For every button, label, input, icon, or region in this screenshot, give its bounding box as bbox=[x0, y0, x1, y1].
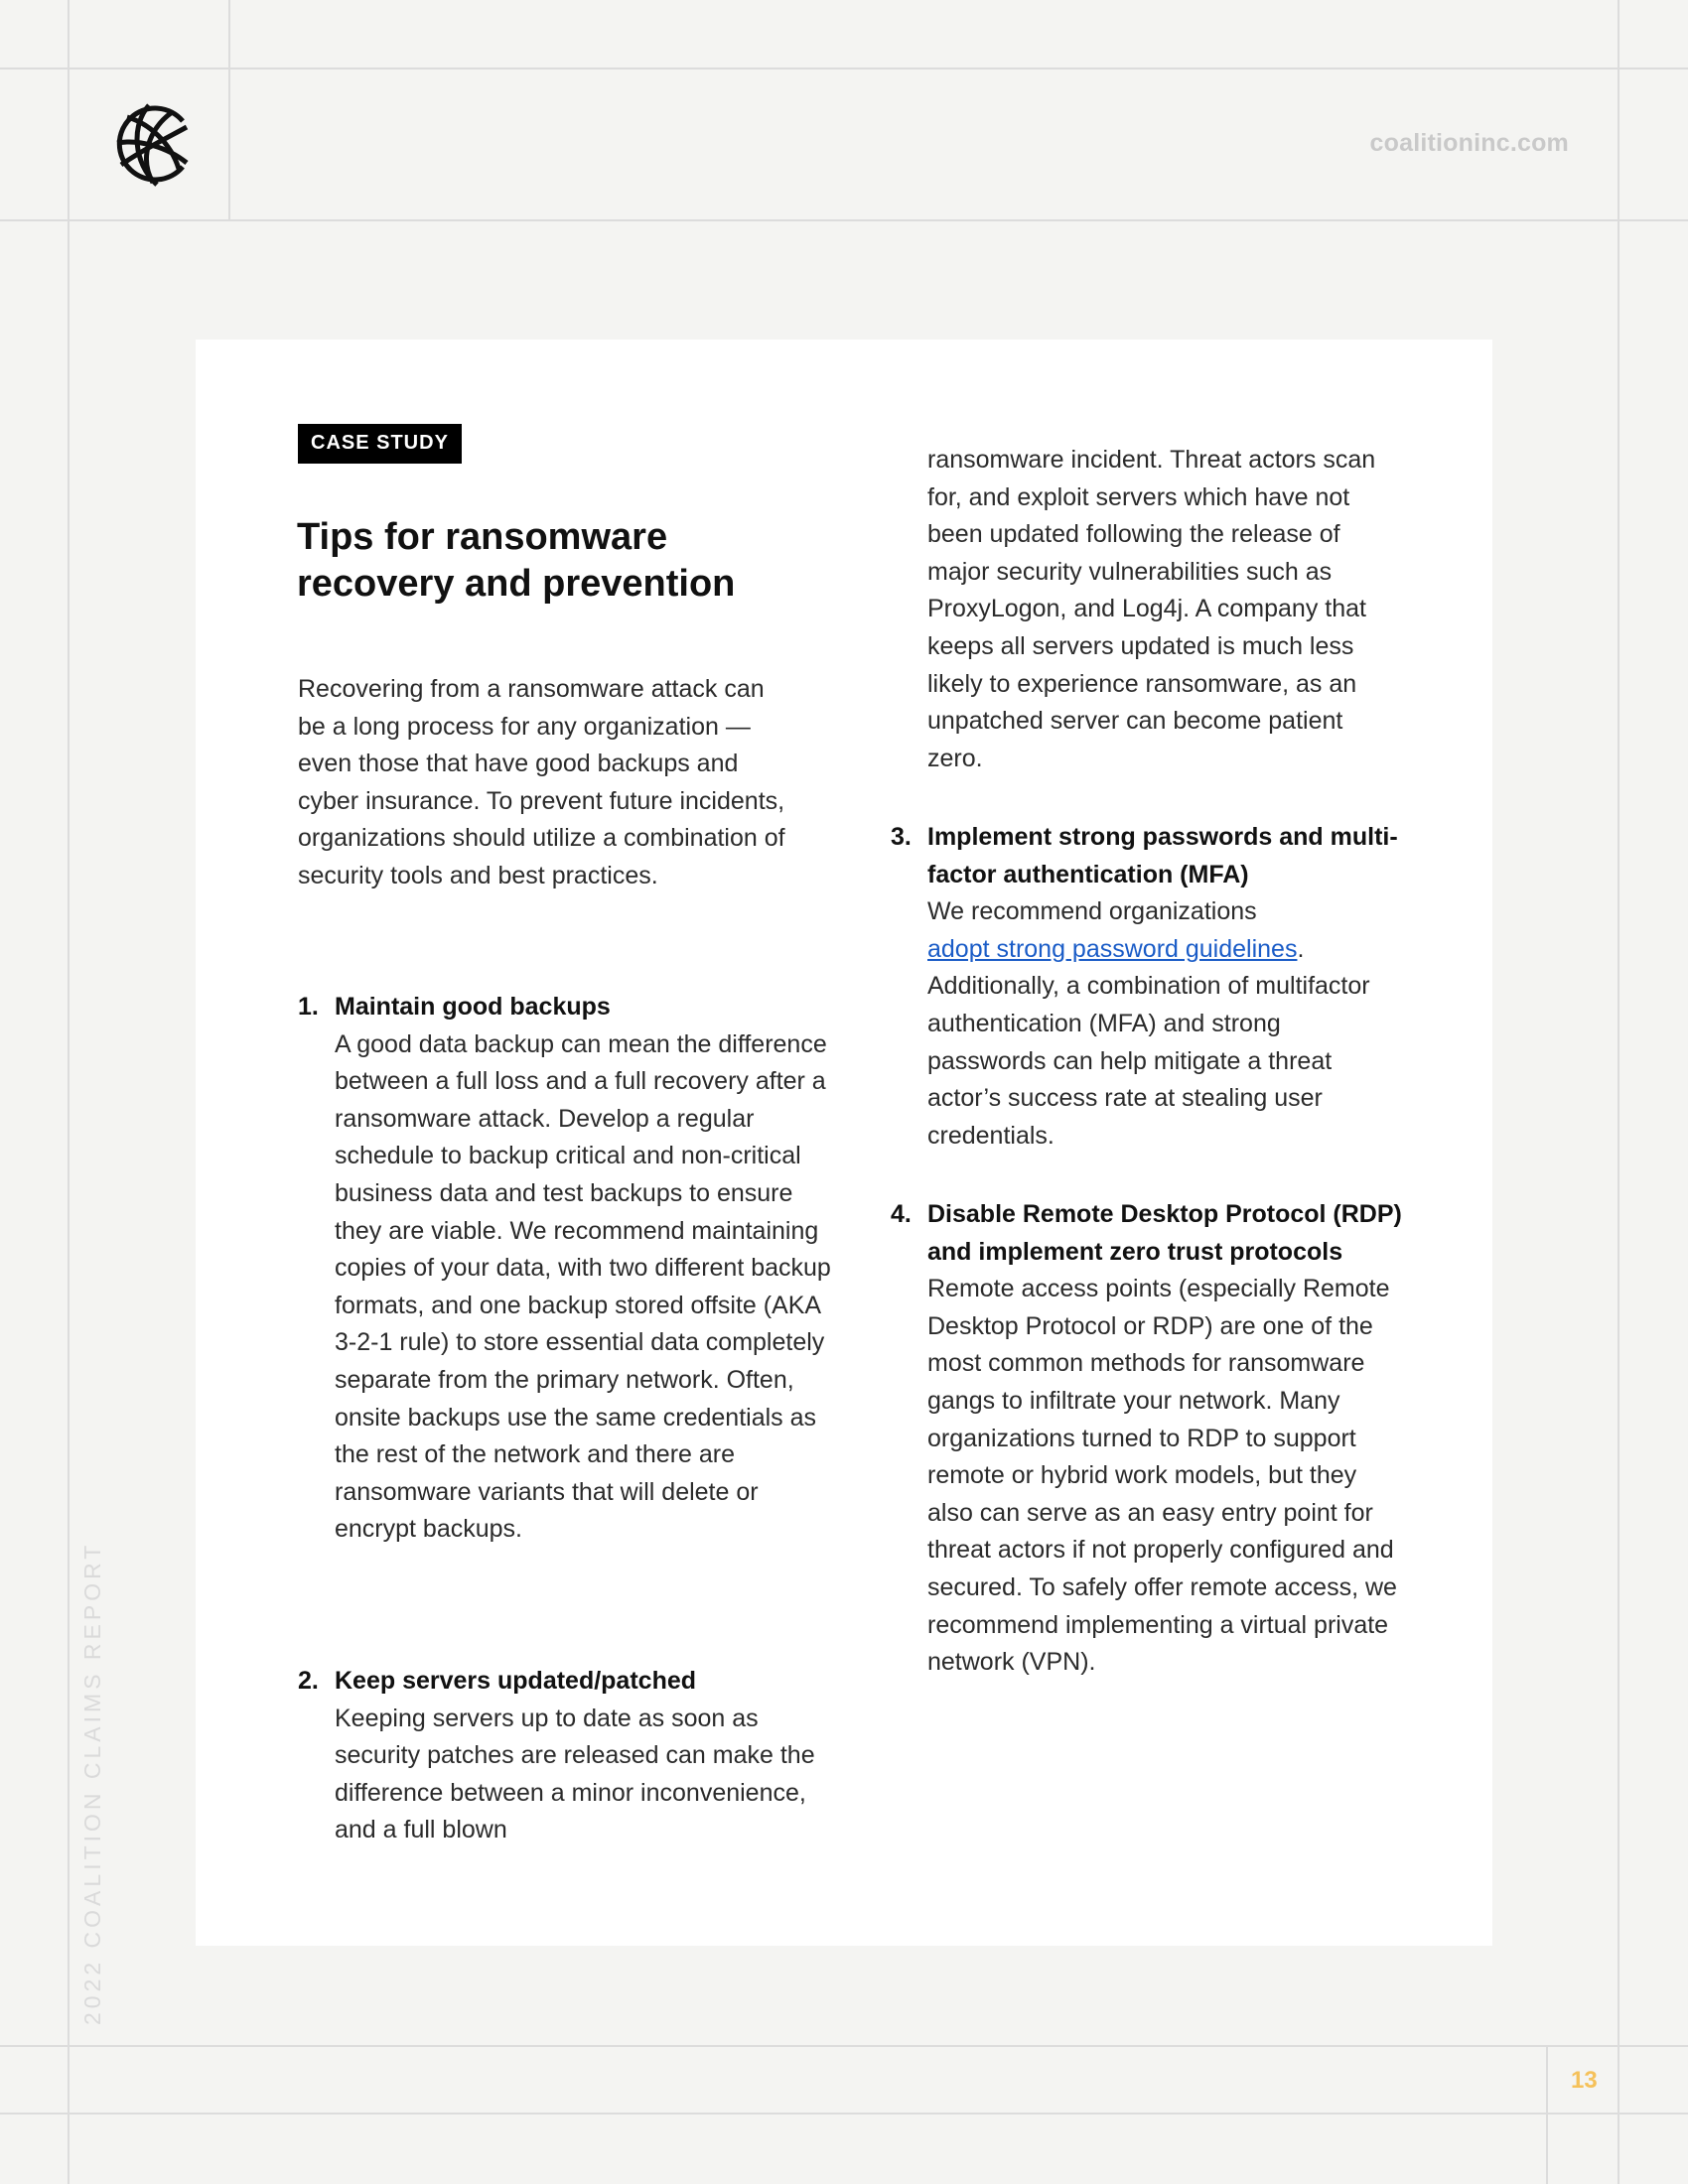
list-item bbox=[298, 989, 831, 1549]
item-number: 2. bbox=[298, 1667, 319, 1695]
report-side-label: 2022 COALITION CLAIMS REPORT bbox=[79, 1541, 105, 2025]
grid-line bbox=[0, 2113, 1688, 2115]
intro-paragraph: Recovering from a ransomware attack can be a long process for any organization — even those that have good backups and cyber insurance. To prevent future incidents, organizations should utilize a combination of security tools and best practices. bbox=[298, 675, 785, 889]
grid-line bbox=[1618, 0, 1619, 2184]
item-body-text: We recommend organizations bbox=[927, 897, 1257, 926]
item-heading: Disable Remote Desktop Protocol (RDP) and implement zero trust protocols bbox=[927, 1200, 1402, 1266]
item-body: Keeping servers up to date as soon as security patches are released can make the difference between a minor inconvenience, and a full blown bbox=[335, 1704, 815, 1844]
item-body: Remote access points (especially Remote Desktop Protocol or RDP) are one of the most common methods for ransomware gangs to infiltrate your network. Many organizations turned to RDP to support remote or hybrid work models, but they also can serve as an easy entry point for threat actors if not properly configured and secured. To safely offer remote access, we recommend implementing a virtual private network (VPN). bbox=[927, 1275, 1397, 1677]
item-body: A good data backup can mean the difference between a full loss and a full recovery after a ransomware attack. Develop a regular schedule to backup critical and non-critical business data and test backups to ensure they are viable. We recommend maintaining copies of your data, with two different backup formats, and one backup stored offsite (AKA 3-2-1 rule) to store essential data completely separate from the primary network. Often, onsite backups use the same credentials as the rest of the network and there are ransomware variants that will delete or encrypt backups. bbox=[335, 1029, 831, 1544]
item-number: 4. bbox=[891, 1200, 912, 1228]
grid-line bbox=[0, 68, 1688, 69]
grid-line bbox=[1546, 2045, 1548, 2184]
grid-line bbox=[0, 2045, 1688, 2047]
page-number: 13 bbox=[1571, 2067, 1598, 2094]
case-study-badge: CASE STUDY bbox=[298, 424, 462, 464]
item-body-continued: ransomware incident. Threat actors scan for, and exploit servers which have not been updated following the release of major security vulnerabilities such as ProxyLogon, and Log4j. A company that keeps all servers updated is much less likely to experience ransomware, as an unpatched server can become patient zero. bbox=[927, 446, 1376, 772]
grid-line bbox=[228, 0, 230, 220]
grid-line bbox=[68, 0, 70, 2184]
list-item bbox=[298, 1663, 831, 1849]
page-title: Tips for ransomware recovery and prevention bbox=[297, 516, 736, 605]
item-heading: Implement strong passwords and multi-factor authentication (MFA) bbox=[927, 823, 1398, 888]
item-number: 1. bbox=[298, 993, 319, 1021]
password-guidelines-link[interactable]: adopt strong password guidelines bbox=[927, 934, 1298, 963]
item-body bbox=[927, 893, 1404, 1155]
item-heading: Maintain good backups bbox=[335, 993, 611, 1021]
list-item bbox=[891, 1196, 1404, 1682]
coalition-logo-icon bbox=[109, 99, 193, 189]
grid-line bbox=[0, 219, 1688, 221]
site-url[interactable]: coalitioninc.com bbox=[1369, 129, 1569, 157]
content-card bbox=[196, 340, 1492, 1946]
list-item bbox=[891, 819, 1404, 1155]
item-heading: Keep servers updated/patched bbox=[335, 1667, 697, 1695]
item-number: 3. bbox=[891, 823, 912, 851]
item-body-text: . Additionally, a combination of multifactor authentication (MFA) and strong passwords can help mitigate a threat actor’s success rate at stealing user credentials. bbox=[927, 934, 1370, 1150]
